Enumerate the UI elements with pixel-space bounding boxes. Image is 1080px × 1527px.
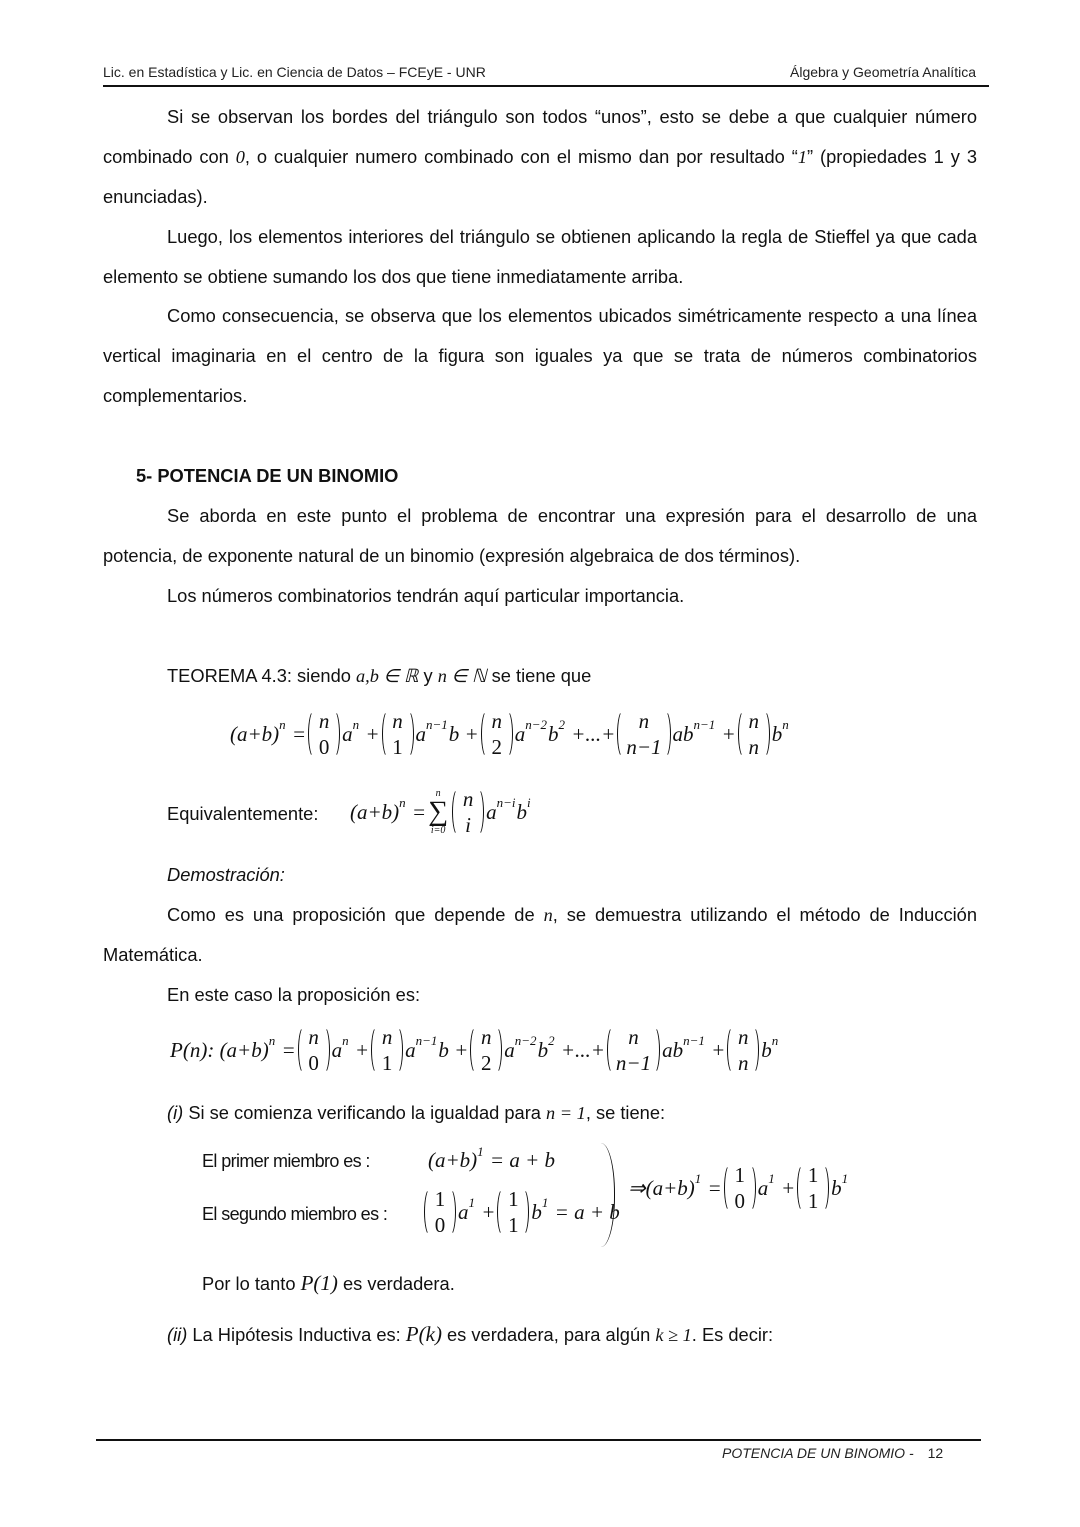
formula-exponent: i [526,795,531,810]
binomial-bottom: n−1 [626,735,662,759]
proof-title: Demostración: [167,864,285,885]
formula-text: P(n): [170,1037,220,1062]
formula-exponent: n−2 [514,1033,537,1048]
formula-text: b [516,799,527,824]
formula-text: a [458,1199,469,1224]
formula-text: = [286,721,307,746]
formula-exponent: n−2 [525,717,547,732]
sigma-symbol: ∑ [428,796,449,827]
formula-text: = [406,799,427,824]
formula-exponent: 1 [477,1143,484,1159]
formula-text: = [702,1175,722,1200]
binomial-top: n [462,787,474,811]
formula-exponent: 1 [541,1195,549,1210]
formula-text: + [349,1037,370,1062]
page-number: 12 [927,1445,944,1461]
formula-exponent: n−1 [426,717,448,732]
formula-text: + [476,1199,496,1224]
section-heading: 5- POTENCIA DE UN BINOMIO [136,465,399,486]
header-divider [103,85,989,87]
formula-exponent: 1 [694,1171,702,1186]
formula-text: a [342,721,353,746]
binomial-bottom: 1 [508,1213,519,1237]
first-member-label: El primer miembro es : [202,1151,370,1171]
binomial-top: n [308,1025,319,1049]
header-subject: Álgebra y Geometría Analítica [790,64,976,80]
formula-exponent: n [268,1033,276,1048]
step-ii: (ii) La Hipótesis Inductiva es: P(k) es verdadera, para algún k ≥ 1. Es decir: [167,1322,774,1346]
footer [722,1445,943,1461]
paragraph-intro: Se aborda en este punto el problema de encontrar una expresión para el desarrollo de una potencia, de exponente natural de un binomio (expresión algebraica de dos términos). [103,505,977,566]
formula-conclusion [628,1162,849,1214]
formula-text: b [831,1175,842,1200]
binomial-coefficient [371,1024,403,1076]
binomial-coefficient [797,1162,829,1214]
paragraph-stieffel: Luego, los elementos interiores del triángulo se obtienen aplicando la regla de Stieffel ya que cada elemento se obtiene sumando los dos que tiene inmediatamente arriba. [103,226,977,287]
formula-second-member [422,1186,620,1238]
formula-exponent: n [279,717,286,732]
binomial-bottom: 1 [807,1189,819,1213]
binomial-top: n [481,1025,492,1049]
binomial-bottom: n [738,1051,749,1075]
footer-divider [96,1439,981,1441]
formula-exponent: n [342,1033,349,1048]
binomial-coefficient [727,1024,759,1076]
binomial-coefficient [607,1024,660,1076]
footer-title: POTENCIA DE UN BINOMIO - [722,1445,914,1461]
formula-text: a [405,1037,416,1062]
binomial-top: n [638,709,650,733]
binomial-top: n [381,1025,393,1049]
binomial-coefficient [481,708,513,760]
formula-first-member [428,1143,556,1173]
formula-text: = a + b [549,1199,620,1224]
formula-exponent: 2 [558,717,565,732]
formula-exponent: 1 [841,1171,849,1186]
formula-exponent: n [771,1033,779,1048]
binomial-coefficient [424,1186,456,1238]
binomial-bottom: 0 [318,735,330,759]
paragraph-symmetry: Como consecuencia, se observa que los elementos ubicados simétricamente respecto a una línea vertical imaginaria en el centro de la figura son iguales ya que se trata de números combinatorios complementarios. [103,305,977,406]
formula-exponent: n−1 [415,1033,438,1048]
formula-text: (a+b) [428,1148,478,1172]
binomial-coefficient [382,708,414,760]
binomial-top: n [318,709,330,733]
binomial-coefficient [470,1024,502,1076]
binomial-top: 1 [734,1163,745,1187]
header-course: Lic. en Estadística y Lic. en Ciencia de Datos – FCEyE - UNR [103,64,486,80]
formula-exponent: n [399,795,406,810]
binomial-bottom: 0 [308,1051,319,1075]
formula-text: a [486,799,497,824]
formula-text: + [775,1175,796,1200]
formula-pn [170,1024,779,1076]
formula-text: a [514,721,526,746]
binomial-bottom: 2 [491,735,502,759]
paragraph-triangle-edges: Si se observan los bordes del triángulo son todos “unos”, esto se debe a que cualquier número combinado con 0, o cualquier numero combinado con el mismo dan por resultado “1” (propiedades 1 y 3 enunciadas). [103,106,977,207]
equivalently-label: Equivalentemente: [167,803,319,824]
formula-text: (a+b) [230,721,280,746]
formula-text: b + [438,1037,469,1062]
formula-text: b [531,1199,542,1224]
binomial-bottom: 2 [481,1051,492,1075]
formula-text: a [415,721,427,746]
binomial-top: n [748,709,759,733]
binomial-top: 1 [807,1163,819,1187]
binomial-bottom: 0 [734,1189,745,1213]
binomial-top: n [628,1025,639,1049]
formula-exponent: n [352,717,360,732]
formula-text: (a+b) [219,1037,269,1062]
binomial-coefficient [298,1024,330,1076]
binomial-coefficient [308,708,340,760]
binomial-bottom: 0 [434,1213,446,1237]
binomial-coefficient [617,708,670,760]
formula-text: b [771,721,783,746]
sum-upper: n [435,788,441,799]
sum-lower: i=0 [430,825,446,836]
p1-true: Por lo tanto P(1) es verdadera. [202,1271,455,1295]
formula-exponent: n−i [496,795,516,810]
formula-text: + [716,721,736,746]
paragraph-proposition: En este caso la proposición es: [167,984,421,1005]
formula-exponent: n−1 [693,717,716,732]
formula-text: b + [448,721,479,746]
summation [428,788,448,836]
formula-text: a [331,1037,343,1062]
formula-text: = a + b [484,1148,556,1172]
paragraph-importance: Los números combinatorios tendrán aquí particular importancia. [167,585,685,606]
formula-text: b [537,1037,549,1062]
formula-text: ab [672,721,694,746]
formula-exponent: n−1 [683,1033,705,1048]
binomial-bottom: n [748,735,759,759]
step-i: (i) Si se comienza verificando la igualdad para n = 1, se tiene: [167,1102,666,1123]
formula-exponent: 1 [468,1195,475,1210]
binomial-coefficient [452,786,484,838]
binomial-coefficient [738,708,770,760]
second-member-label: El segundo miembro es : [202,1204,388,1224]
binomial-bottom: i [465,813,471,837]
binomial-bottom: 1 [381,1051,393,1075]
binomial-top: 1 [434,1187,446,1211]
formula-text: + [705,1037,726,1062]
paragraph-induction: Como es una proposición que depende de n, se demuestra utilizando el método de Inducción Matemática. [103,904,977,965]
formula-text: a [757,1175,769,1200]
binomial-bottom: n−1 [615,1051,652,1075]
binomial-top: n [738,1025,749,1049]
formula-sum [350,786,532,838]
formula-binomial-theorem [230,708,790,760]
formula-text: b [548,721,559,746]
binomial-top: n [392,709,403,733]
formula-exponent: 1 [768,1171,775,1186]
formula-exponent: 2 [548,1033,555,1048]
theorem-statement: TEOREMA 4.3: siendo a,b ∈ ℝ y n ∈ ℕ se tiene que [167,665,592,686]
binomial-top: n [491,709,502,733]
formula-text: = [276,1037,296,1062]
formula-text: ⇒(a+b) [628,1175,695,1200]
formula-text: + [360,721,380,746]
formula-text: ab [662,1037,684,1062]
formula-text: a [504,1037,515,1062]
formula-text: b [761,1037,772,1062]
formula-text: (a+b) [350,799,400,824]
binomial-bottom: 1 [392,735,403,759]
binomial-top: 1 [508,1187,519,1211]
binomial-coefficient [724,1162,756,1214]
formula-text: +...+ [555,1037,605,1062]
binomial-coefficient [497,1186,529,1238]
formula-exponent: n [782,717,789,732]
formula-text: +...+ [566,721,616,746]
